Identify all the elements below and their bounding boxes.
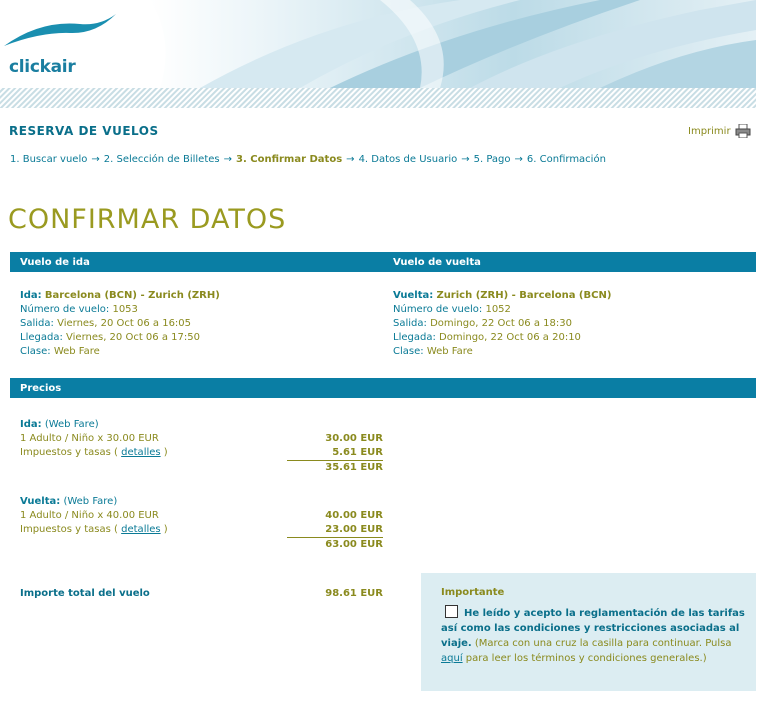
return-taxes-row: [20, 523, 383, 537]
return-flight-details: [393, 289, 611, 359]
page-title: CONFIRMAR DATOS: [8, 204, 287, 235]
outbound-taxes-amount: 5.61 EUR: [332, 447, 383, 458]
terms-link[interactable]: aquí: [441, 653, 463, 664]
return-route-label: Vuelta:: [393, 290, 434, 301]
outbound-passengers: 1 Adulto / Niño x 30.00 EUR: [20, 433, 159, 444]
return-subtotal-row: [20, 538, 383, 552]
print-label[interactable]: Imprimir: [688, 125, 731, 137]
important-body: [441, 605, 746, 666]
return-class-label: Clase:: [393, 346, 424, 357]
outbound-route-label: Ida:: [20, 290, 42, 301]
return-price-title: [20, 495, 117, 509]
outbound-subtotal: 35.61 EUR: [325, 462, 383, 473]
return-taxes-details-link[interactable]: detalles: [121, 524, 161, 535]
outbound-flight-number: 1053: [112, 304, 138, 315]
return-flight-number: 1052: [485, 304, 511, 315]
printer-icon[interactable]: [735, 124, 751, 138]
outbound-taxes-row: [20, 446, 383, 460]
header-banner: [0, 0, 756, 108]
important-panel: [421, 573, 756, 691]
step-6[interactable]: 6. Confirmación: [526, 154, 606, 165]
step-arrow: →: [346, 154, 355, 165]
return-subtotal: 63.00 EUR: [325, 539, 383, 550]
return-route: Zurich (ZRH) - Barcelona (BCN): [436, 290, 612, 301]
flights-header-bar: [10, 252, 756, 272]
outbound-taxes-close: ): [163, 447, 168, 458]
print-link[interactable]: [688, 124, 751, 138]
important-note-after: para leer los términos y condiciones generales.): [465, 653, 707, 664]
step-2[interactable]: 2. Selección de Billetes: [103, 154, 220, 165]
site-header: [0, 0, 756, 108]
outbound-price-title: [20, 418, 99, 432]
return-taxes-close: ): [163, 524, 168, 535]
outbound-arrival: Viernes, 20 Oct 06 a 17:50: [66, 332, 200, 343]
return-taxes-amount: 23.00 EUR: [325, 524, 383, 535]
step-3: 3. Confirmar Datos: [236, 154, 343, 165]
step-4[interactable]: 4. Datos de Usuario: [358, 154, 458, 165]
booking-steps: [10, 154, 606, 165]
return-passengers-amount: 40.00 EUR: [325, 510, 383, 521]
step-arrow: →: [91, 154, 100, 165]
outbound-subtotal-row: [20, 461, 383, 475]
important-title: Importante: [441, 587, 505, 598]
total-amount: 98.61 EUR: [325, 588, 383, 599]
outbound-departure: Viernes, 20 Oct 06 a 16:05: [57, 318, 192, 329]
outbound-class-label: Clase:: [20, 346, 51, 357]
return-flight-number-label: Número de vuelo:: [393, 304, 483, 315]
section-title: RESERVA DE VUELOS: [9, 124, 159, 138]
prices-header-bar: [10, 378, 756, 398]
step-5[interactable]: 5. Pago: [473, 154, 511, 165]
step-arrow: →: [514, 154, 523, 165]
outbound-arrival-label: Llegada:: [20, 332, 63, 343]
outbound-departure-label: Salida:: [20, 318, 54, 329]
outbound-flight-details: [20, 289, 220, 359]
total-label: Importe total del vuelo: [20, 588, 150, 599]
return-price-fare: (Web Fare): [63, 496, 118, 507]
outbound-flight-number-label: Número de vuelo:: [20, 304, 110, 315]
return-header: Vuelo de vuelta: [393, 257, 481, 268]
accept-terms-text[interactable]: He leído y acepto la reglamentación de las tarifas así como las condiciones y restricciones asociadas al viaje.: [441, 608, 745, 649]
outbound-passengers-row: [20, 432, 383, 446]
return-class: Web Fare: [426, 346, 473, 357]
outbound-taxes-label: Impuestos y tasas (: [20, 447, 118, 458]
outbound-class: Web Fare: [53, 346, 100, 357]
step-arrow: →: [461, 154, 470, 165]
return-arrival: Domingo, 22 Oct 06 a 20:10: [439, 332, 581, 343]
return-passengers-row: [20, 509, 383, 523]
outbound-price-fare: (Web Fare): [44, 419, 99, 430]
clickair-logo[interactable]: clickair: [9, 57, 76, 77]
outbound-taxes-details-link[interactable]: detalles: [121, 447, 161, 458]
outbound-route: Barcelona (BCN) - Zurich (ZRH): [44, 290, 220, 301]
important-note-before: (Marca con una cruz la casilla para continuar. Pulsa: [474, 638, 732, 649]
return-departure-label: Salida:: [393, 318, 427, 329]
prices-header: Precios: [20, 383, 62, 394]
return-passengers: 1 Adulto / Niño x 40.00 EUR: [20, 510, 159, 521]
return-departure: Domingo, 22 Oct 06 a 18:30: [430, 318, 572, 329]
outbound-price-label: Ida:: [20, 419, 42, 430]
outbound-passengers-amount: 30.00 EUR: [325, 433, 383, 444]
return-arrival-label: Llegada:: [393, 332, 436, 343]
step-arrow: →: [223, 154, 233, 165]
step-1[interactable]: 1. Buscar vuelo: [10, 154, 88, 165]
return-taxes-label: Impuestos y tasas (: [20, 524, 118, 535]
accept-terms-checkbox[interactable]: [445, 605, 458, 618]
outbound-header: Vuelo de ida: [20, 257, 90, 268]
return-price-label: Vuelta:: [20, 496, 61, 507]
